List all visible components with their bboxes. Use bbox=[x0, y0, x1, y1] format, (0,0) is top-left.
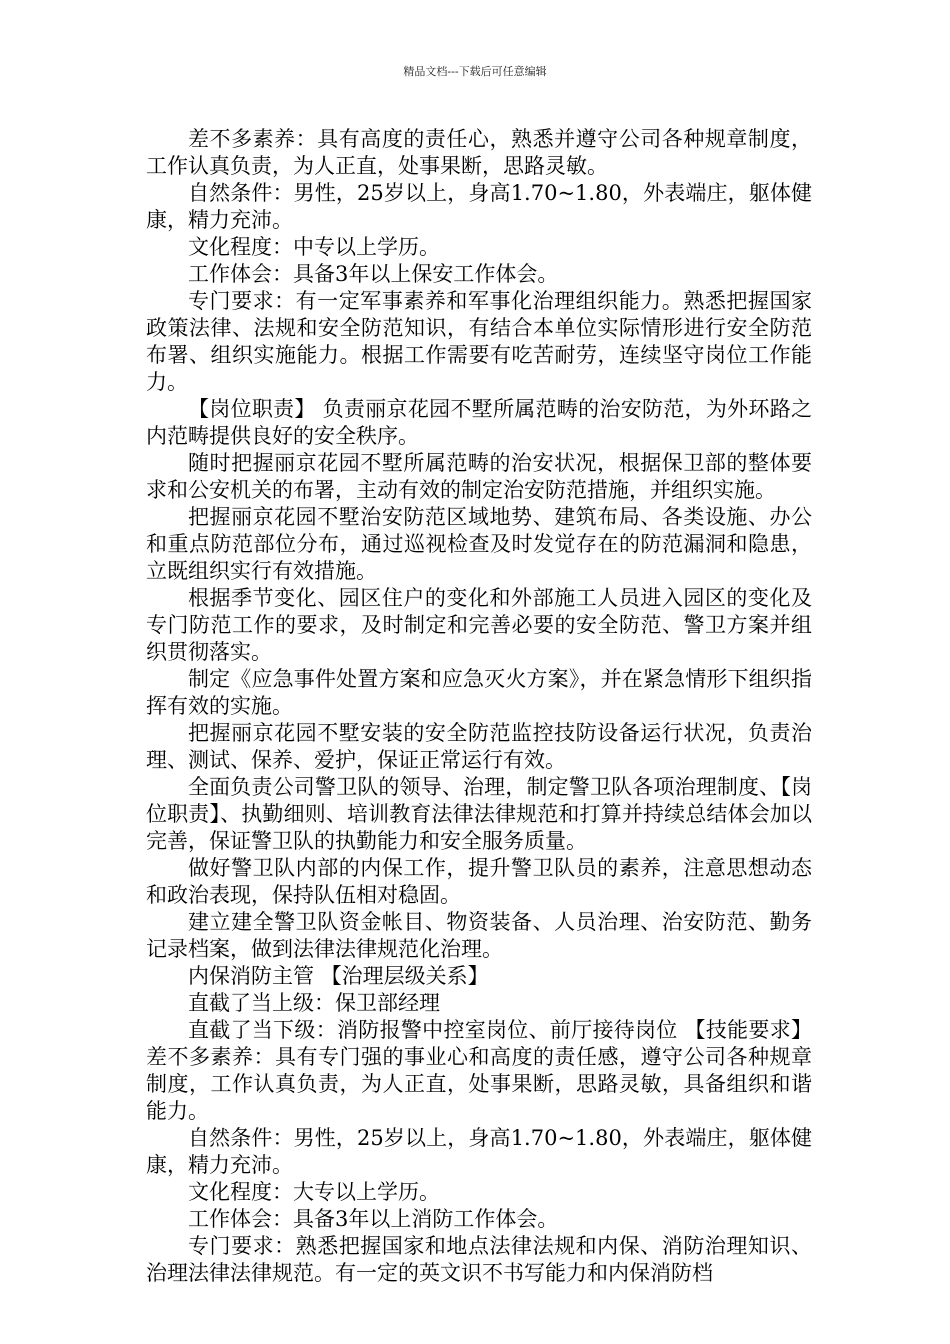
paragraph-guard-team-management: 全面负责公司警卫队的领导、治理，制定警卫队各项治理制度、【岗位职责】、执勤细则、培训教育法律法律规范和打算并持续总结体会加以完善，保证警卫队的执勤能力和安全服务质量。 bbox=[146, 775, 812, 853]
paragraph-education: 文化程度：中专以上学历。 bbox=[188, 235, 440, 259]
paragraph-internal-security: 做好警卫队内部的内保工作，提升警卫队员的素养，注意思想动态和政治表现，保持队伍相对稳固。 bbox=[146, 856, 812, 907]
paragraph-natural-conditions: 自然条件：男性，25岁以上，身高1.70~1.80，外表端庄，躯体健康，精力充沛。 bbox=[146, 181, 812, 232]
paragraph-emergency-plan: 制定《应急事件处置方案和应急灭火方案》，并在紧急情形下组织指挥有效的实施。 bbox=[146, 667, 812, 718]
paragraph-special-requirements: 专门要求：有一定军事素养和军事化治理组织能力。熟悉把握国家政策法律、法规和安全防范知识，有结合本单位实际情形进行安全防范布署、组织实施能力。根据工作需要有吃苦耐劳，连续坚守岗位工作能力。 bbox=[146, 289, 812, 394]
paragraph-job-duties: 【岗位职责】 负责丽京花园不墅所属范畴的治安防范，为外环路之内范畴提供良好的安全秩序。 bbox=[146, 397, 812, 448]
paragraph-records: 建立建全警卫队资金帐目、物资装备、人员治理、治安防范、勤务记录档案，做到法律法律规范化治理。 bbox=[146, 910, 812, 961]
paragraph-direct-subordinates: 直截了当下级：消防报警中控室岗位、前厅接待岗位 【技能要求】 差不多素养：具有专门强的事业心和高度的责任感，遵守公司各种规章制度，工作认真负责，为人正直，处事果断，思路灵敏，具备组织和谐能力。 bbox=[146, 1018, 812, 1123]
paragraph-basic-quality: 差不多素养：具有高度的责任心，熟悉并遵守公司各种规章制度，工作认真负责，为人正直，处事果断，思路灵敏。 bbox=[146, 127, 812, 178]
paragraph-experience: 工作体会：具备3年以上保安工作体会。 bbox=[188, 262, 559, 286]
paragraph-fire-supervisor-heading: 内保消防主管 【治理层级关系】 bbox=[188, 964, 489, 988]
paragraph-direct-superior: 直截了当上级：保卫部经理 bbox=[188, 991, 440, 1015]
paragraph-monitoring-equipment: 把握丽京花园不墅安装的安全防范监控技防设备运行状况，负责治理、测试、保养、爱护，保证正常运行有效。 bbox=[146, 721, 812, 772]
paragraph-special-requirements-2: 专门要求：熟悉把握国家和地点法律法规和内保、消防治理知识、治理法律法律规范。有一定的英文识不书写能力和内保消防档 bbox=[146, 1234, 812, 1285]
page-header: 精品文档---下载后可任意编辑 bbox=[403, 65, 547, 78]
document-body bbox=[146, 126, 812, 1287]
paragraph-security-status: 随时把握丽京花园不墅所属范畴的治安状况，根据保卫部的整体要求和公安机关的布署，主动有效的制定治安防范措施，并组织实施。 bbox=[146, 451, 812, 502]
paragraph-natural-conditions-2: 自然条件：男性，25岁以上，身高1.70~1.80，外表端庄，躯体健康，精力充沛。 bbox=[146, 1126, 812, 1177]
paragraph-experience-2: 工作体会：具备3年以上消防工作体会。 bbox=[188, 1207, 559, 1231]
paragraph-seasonal-changes: 根据季节变化、园区住户的变化和外部施工人员进入园区的变化及专门防范工作的要求，及时制定和完善必要的安全防范、警卫方案并组织贯彻落实。 bbox=[146, 586, 812, 664]
paragraph-security-area: 把握丽京花园不墅治安防范区域地势、建筑布局、各类设施、办公和重点防范部位分布，通过巡视检查及时发觉存在的防范漏洞和隐患，立既组织实行有效措施。 bbox=[146, 505, 812, 583]
paragraph-education-2: 文化程度：大专以上学历。 bbox=[188, 1180, 440, 1204]
